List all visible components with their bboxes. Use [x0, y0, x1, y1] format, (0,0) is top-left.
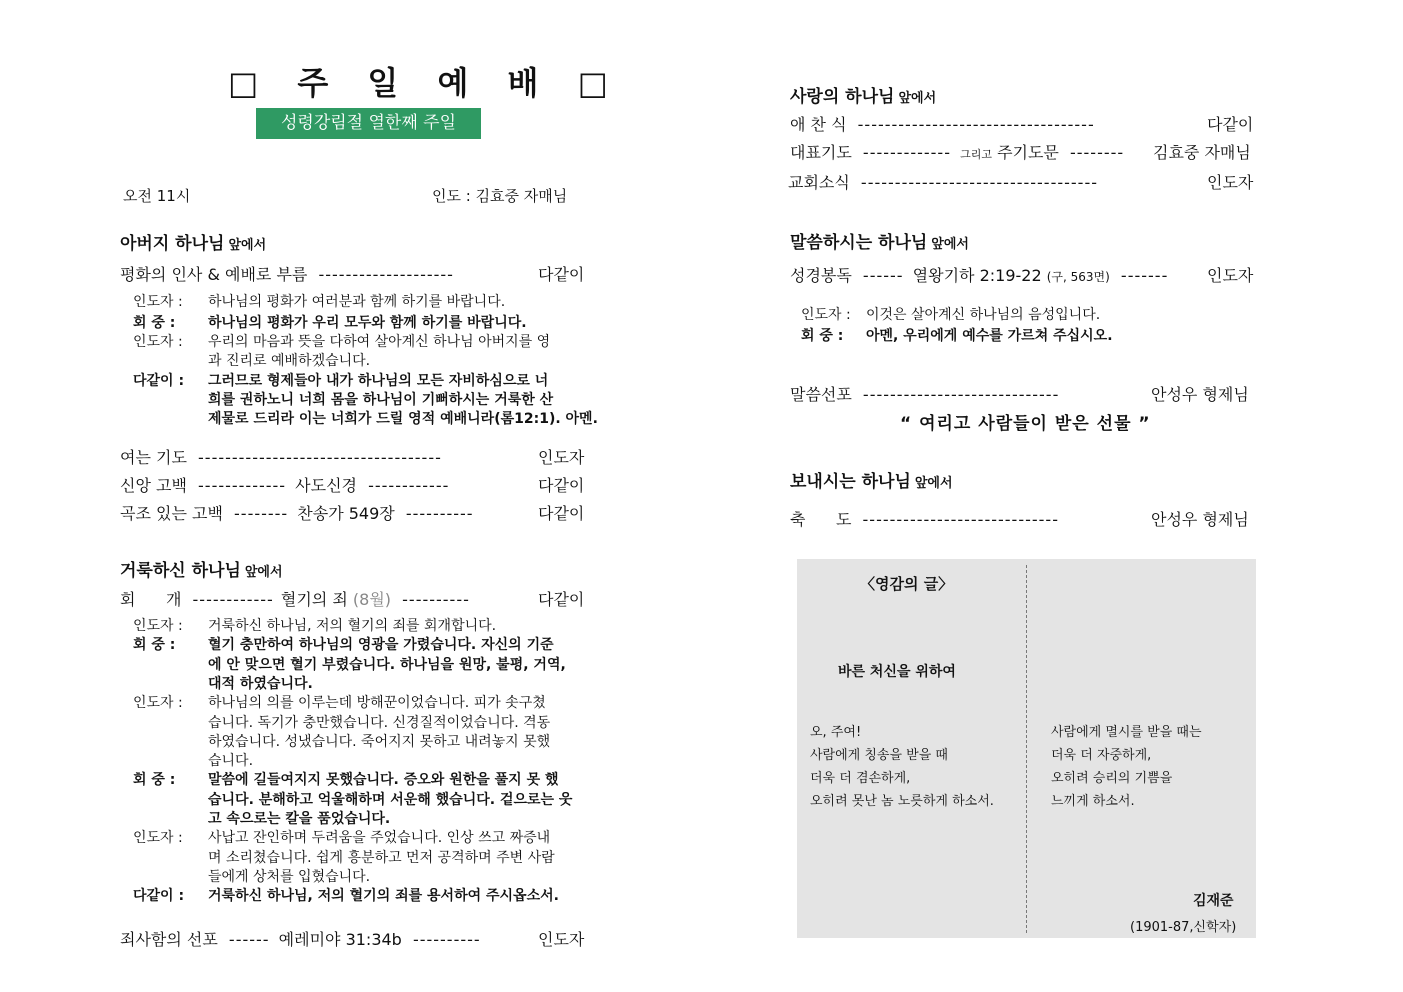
poem-line: 느끼게 하소서.: [1051, 794, 1135, 809]
liturgy-speaker: 인도자 :: [133, 618, 183, 634]
order-who-opening-prayer: 인도자: [538, 448, 585, 467]
liturgy-speaker: 인도자 :: [801, 307, 851, 323]
order-detail: 열왕기하 2:19-22: [912, 266, 1042, 285]
order-detail: 주기도문: [997, 143, 1059, 162]
order-label: 여는 기도: [120, 448, 187, 467]
order-dashes: -----------------------------------: [860, 173, 1098, 192]
liturgy-text: 고 속으로는 칼을 품었습니다.: [208, 811, 391, 827]
order-label: 죄사함의 선포: [120, 930, 218, 949]
order-dashes: ----------: [405, 504, 474, 523]
order-dashes: -------: [1120, 266, 1169, 285]
order-who-absolution: 인도자: [538, 930, 585, 949]
order-who-repentance: 다같이: [538, 590, 585, 609]
order-label: 성경봉독: [790, 266, 852, 285]
order-detail: 사도신경: [295, 476, 357, 495]
liturgy-speaker: 다같이 :: [133, 888, 185, 905]
order-label: 축 도: [790, 510, 852, 529]
poem-line: 오히려 못난 놈 노릇하게 하소서.: [810, 794, 994, 809]
order-dashes: --------: [234, 504, 289, 523]
liturgy-text: 거룩하신 하나님, 저의 혈기의 죄를 회개합니다.: [208, 618, 497, 634]
liturgy-speaker: 인도자 :: [133, 294, 183, 310]
order-item-creed: [120, 473, 449, 496]
order-who-benediction: 안성우 형제님: [1151, 510, 1249, 529]
order-label: 신앙 고백: [120, 476, 187, 495]
liturgy-text: 습니다.: [208, 753, 254, 770]
order-who-news: 인도자: [1207, 173, 1254, 192]
liturgy-block-3: [801, 306, 1251, 348]
liturgy-speaker: 인도자 :: [133, 695, 183, 712]
order-item-repentance: [120, 587, 470, 610]
section-title: 아버지 하나님: [120, 234, 225, 254]
order-label: 애 찬 식: [790, 115, 847, 134]
order-who-prayer: 김효중 자매님: [1153, 143, 1251, 162]
section-suffix: 앞에서: [914, 476, 953, 491]
section-title: 사랑의 하나님: [790, 87, 895, 107]
section-suffix: 앞에서: [931, 237, 969, 252]
order-item-absolution: [120, 927, 481, 950]
liturgy-text: 희를 권하노니 너희 몸을 하나님이 기뻐하시는 거룩한 산: [208, 392, 554, 408]
order-label: 대표기도: [790, 143, 852, 162]
liturgy-text: 사납고 잔인하며 두려움을 주었습니다. 인상 쓰고 짜증내: [208, 830, 551, 847]
order-who-praise: 다같이: [1207, 115, 1254, 134]
liturgy-text: 이것은 살아계신 하나님의 음성입니다.: [866, 307, 1101, 323]
order-connector: 그리고: [960, 148, 992, 161]
liturgy-text: 혈기 충만하여 하나님의 영광을 가렸습니다. 자신의 기준: [208, 637, 554, 654]
poem-right-stanza: [1051, 721, 1202, 813]
poem-title: 바른 처신을 위하여: [838, 664, 956, 680]
order-who-greeting: 다같이: [538, 265, 585, 284]
order-detail: 혈기의 죄: [280, 590, 348, 609]
poem-line: 오히려 승리의 기쁨을: [1051, 771, 1173, 786]
box-divider: [1026, 565, 1027, 933]
poem-line: 오, 주여!: [810, 725, 862, 740]
liturgy-speaker: 인도자 :: [133, 830, 183, 847]
section-suffix: 앞에서: [228, 238, 267, 253]
section-heading-love: [790, 82, 936, 107]
liturgy-text: 제물로 드리라 이는 너희가 드릴 영적 예배니라(롬12:1). 아멘.: [208, 411, 598, 427]
liturgy-text: 대적 하였습니다.: [208, 675, 313, 692]
service-time: 오전 11시: [123, 187, 191, 205]
order-detail-month: (8월): [352, 590, 392, 609]
section-heading-speaking: [790, 228, 969, 253]
order-label: 곡조 있는 고백: [120, 504, 223, 523]
liturgy-text: 습니다. 독기가 충만했습니다. 신경질적이었습니다. 격동: [208, 714, 551, 731]
order-detail: 예레미야 31:34b: [278, 930, 402, 949]
liturgy-text: 거룩하신 하나님, 저의 혈기의 죄를 용서하여 주시옵소서.: [208, 888, 559, 905]
order-dashes: -----------------------------: [862, 510, 1059, 529]
liturgy-text: 에 안 맞으면 혈기 부렸습니다. 하나님을 원망, 불평, 거역,: [208, 656, 566, 673]
liturgy-speaker: 회 중 :: [133, 637, 176, 654]
order-dashes: ----------: [412, 930, 481, 949]
order-item-reading: [790, 263, 1168, 286]
order-dashes: ------------: [368, 476, 450, 495]
section-heading-father: [120, 229, 266, 254]
section-suffix: 앞에서: [898, 91, 937, 106]
liturgy-speaker: 회 중 :: [133, 772, 176, 789]
section-heading-holy: [120, 556, 283, 581]
poem-line: 더욱 더 자중하게,: [1051, 748, 1152, 763]
order-who-sermon: 안성우 형제님: [1151, 385, 1249, 404]
order-who-creed: 다같이: [538, 476, 585, 495]
liturgy-text: 습니다. 분해하고 억울해하며 서운해 했습니다. 겉으로는 웃: [208, 791, 573, 808]
order-item-opening-prayer: [120, 445, 442, 468]
order-dashes: -----------------------------: [862, 385, 1060, 404]
poem-author-info: (1901-87,신학자): [1130, 920, 1237, 935]
liturgy-speaker: 다같이 :: [133, 373, 185, 389]
page-title: □ 주 일 예 배 □: [228, 64, 622, 102]
order-item-praise: [790, 112, 1095, 135]
liturgy-text: 그러므로 형제들아 내가 하나님의 모든 자비하심으로 너: [208, 373, 549, 389]
liturgy-text: 과 진리로 예배하겠습니다.: [208, 353, 371, 369]
order-dashes: ------------: [192, 590, 274, 609]
order-dashes: ------: [862, 266, 904, 285]
order-detail: 찬송가 549장: [297, 504, 395, 523]
order-item-benediction: [790, 507, 1059, 530]
order-item-prayer: [790, 140, 1124, 163]
order-dashes: -----------------------------------: [857, 115, 1095, 134]
liturgy-speaker: 회 중 :: [801, 328, 844, 344]
section-title: 보내시는 하나님: [790, 472, 911, 492]
order-dashes: -------------: [198, 476, 287, 495]
inspiration-box: [797, 559, 1256, 938]
liturgy-text: 우리의 마음과 뜻을 다하여 살아계신 하나님 아버지를 영: [208, 334, 551, 350]
inspiration-heading: 〈영감의 글〉: [860, 575, 954, 593]
order-dashes: ------------------------------------: [198, 448, 442, 467]
order-label: 교회소식: [788, 173, 850, 192]
liturgy-text: 하나님의 평화가 우리 모두와 함께 하기를 바랍니다.: [208, 315, 527, 331]
poem-line: 더욱 더 겸손하게,: [810, 771, 911, 786]
liturgy-text: 하나님의 평화가 여러분과 함께 하기를 바랍니다.: [208, 294, 506, 310]
order-item-sermon: [790, 382, 1059, 405]
order-label: 회 개: [120, 590, 182, 609]
liturgy-block-2: [133, 617, 603, 912]
section-title: 말씀하시는 하나님: [790, 233, 928, 253]
order-item-greeting: [120, 262, 454, 285]
subtitle-badge: 성령강림절 열한째 주일: [256, 108, 481, 139]
order-detail-page: (구, 563면): [1046, 270, 1110, 284]
liturgy-text: 말씀에 길들여지지 못했습니다. 증오와 원한을 풀지 못 했: [208, 772, 559, 789]
poem-line: 사람에게 칭송을 받을 때: [810, 748, 948, 763]
order-item-news: [788, 170, 1098, 193]
order-dashes: ------: [228, 930, 270, 949]
liturgy-text: 하나님의 의를 이루는데 방해꾼이었습니다. 피가 솟구쳤: [208, 695, 546, 712]
order-label: 평화의 인사 & 예배로 부름: [120, 265, 308, 284]
service-leader: 인도 : 김효중 자매님: [432, 187, 568, 205]
poem-left-stanza: [810, 721, 994, 813]
section-heading-sending: [790, 467, 953, 492]
section-title: 거룩하신 하나님: [120, 561, 241, 581]
poem-author: 김재준: [1193, 893, 1234, 909]
order-item-song-confession: [120, 501, 474, 524]
liturgy-speaker: 회 중 :: [133, 315, 176, 331]
liturgy-text: 하였습니다. 성냈습니다. 죽어지지 못하고 내려놓지 못했: [208, 733, 551, 750]
liturgy-text: 아멘, 우리에게 예수를 가르쳐 주십시오.: [866, 328, 1113, 344]
liturgy-text: 들에게 상처를 입혔습니다.: [208, 868, 371, 885]
liturgy-speaker: 인도자 :: [133, 334, 183, 350]
poem-line: 사람에게 멸시를 받을 때는: [1051, 725, 1202, 740]
order-who-song-confession: 다같이: [538, 504, 585, 523]
order-dashes: --------: [1069, 143, 1125, 162]
order-label: 말씀선포: [790, 385, 852, 404]
section-suffix: 앞에서: [244, 565, 283, 580]
sermon-title: “ 여리고 사람들이 받은 선물 ”: [900, 414, 1151, 434]
liturgy-text: 며 소리쳤습니다. 쉽게 흥분하고 먼저 공격하며 주변 사람: [208, 849, 555, 866]
order-dashes: --------------------: [318, 265, 454, 284]
order-dashes: -------------: [862, 143, 951, 162]
liturgy-block-1: [133, 293, 603, 433]
order-who-reading: 인도자: [1207, 266, 1254, 285]
order-dashes: ----------: [402, 590, 470, 609]
